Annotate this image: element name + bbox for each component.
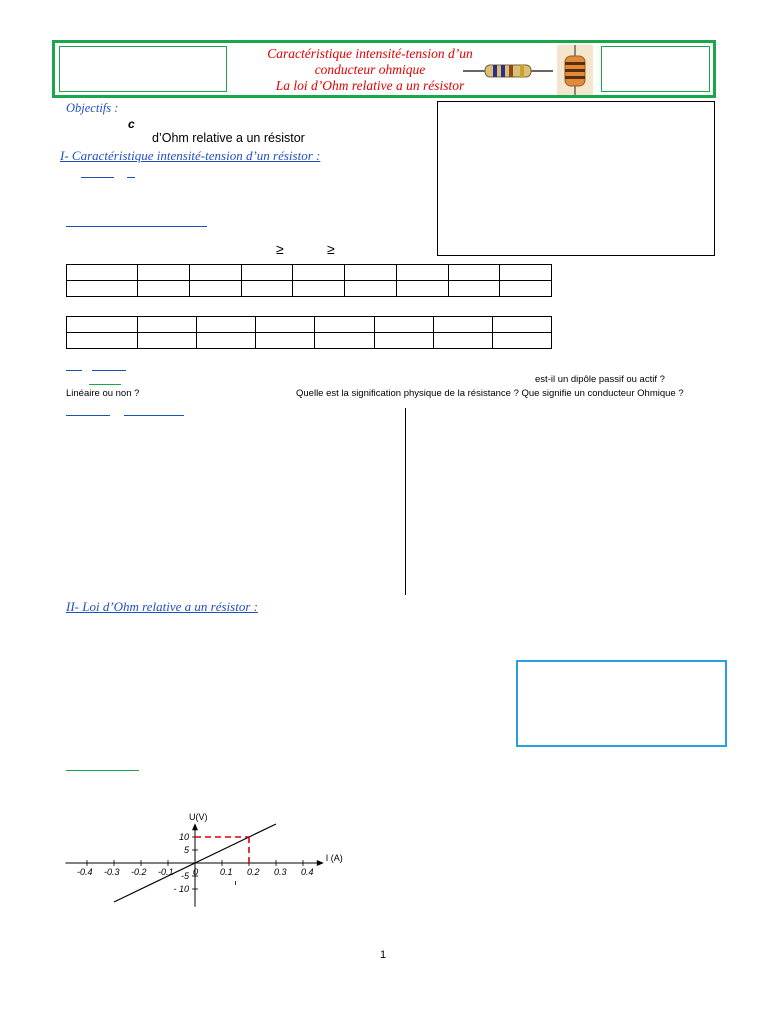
page-number: 1 xyxy=(380,949,387,961)
resistor-photo-icon xyxy=(557,45,593,95)
resistor-icon xyxy=(463,63,553,79)
table-cell xyxy=(345,265,397,281)
y-axis-arrow xyxy=(192,823,198,830)
x-tick-label: -0.4 xyxy=(77,867,93,877)
y-tick-label: - 10 xyxy=(173,884,189,894)
table-cell xyxy=(256,333,315,349)
x-axis-arrow xyxy=(317,860,324,866)
table-cell xyxy=(315,317,374,333)
table-cell xyxy=(197,317,256,333)
objectifs-line: d’Ohm relative a un résistor xyxy=(152,131,305,145)
table-row xyxy=(67,333,552,349)
ge-symbol: ≥ xyxy=(276,241,284,257)
y-tick-label: -5 xyxy=(180,871,189,881)
measurements-table-2 xyxy=(66,316,552,349)
table-cell xyxy=(138,281,190,297)
objectifs-letter: c xyxy=(128,117,135,131)
table-cell xyxy=(433,333,492,349)
measurements-table-1 xyxy=(66,264,552,297)
underline-mark xyxy=(127,177,135,178)
x-tick-label: 0 xyxy=(193,867,199,877)
table-cell xyxy=(500,281,552,297)
question-resistance: Quelle est la signification physique de la résistance ? Que signifie un conducteur Ohmique ? xyxy=(296,388,684,399)
header-right-cell xyxy=(601,46,710,92)
table-cell xyxy=(500,265,552,281)
header-banner xyxy=(52,40,716,98)
table-cell xyxy=(241,281,293,297)
ohm-law-chart xyxy=(60,776,350,936)
x-tick-label: 0.4 xyxy=(301,867,314,877)
question-lineaire: Linéaire ou non ? xyxy=(66,388,140,399)
table-row xyxy=(67,317,552,333)
ge-symbol: ≥ xyxy=(327,241,335,257)
vertical-divider xyxy=(405,408,406,595)
question-passif-actif: est-il un dipôle passif ou actif ? xyxy=(535,374,665,385)
table-cell xyxy=(448,281,500,297)
title-line-1: Caractéristique intensité-tension d’un xyxy=(267,46,473,61)
table-cell xyxy=(67,333,138,349)
table-cell xyxy=(492,333,551,349)
table-row xyxy=(67,281,552,297)
y-axis-label: U(V) xyxy=(189,812,208,823)
table-cell xyxy=(345,281,397,297)
table-cell xyxy=(67,281,138,297)
underline-mark xyxy=(81,177,114,178)
table-cell xyxy=(138,333,197,349)
x-tick-label: -0.2 xyxy=(131,867,147,877)
table-cell xyxy=(189,265,241,281)
y-tick-label: 10 xyxy=(178,832,189,842)
underline-mark xyxy=(66,370,82,371)
x-tick-label: 0.2 xyxy=(247,867,260,877)
section-1-title xyxy=(60,148,320,164)
table-cell xyxy=(67,265,138,281)
title-line-3: La loi d’Ohm relative a un résistor xyxy=(275,78,465,93)
page-title xyxy=(240,46,500,94)
table-cell xyxy=(396,281,448,297)
table-cell xyxy=(241,265,293,281)
objectifs-label: Objectifs : xyxy=(66,101,119,115)
table-cell xyxy=(138,317,197,333)
table-cell xyxy=(67,317,138,333)
formula-box xyxy=(516,660,727,747)
y-tick-label: 5 xyxy=(183,845,189,855)
section-1-title-text: I- Caractéristique intensité-tension d’un résistor : xyxy=(60,148,321,163)
section-2-title xyxy=(66,599,258,615)
table-cell xyxy=(293,281,345,297)
underline-mark xyxy=(92,370,126,371)
table-cell xyxy=(189,281,241,297)
circuit-figure-box xyxy=(437,101,715,256)
underline-mark-green xyxy=(66,770,139,771)
x-tick-label: 0.3 xyxy=(274,867,287,877)
table-cell xyxy=(374,333,433,349)
table-cell xyxy=(256,317,315,333)
underline-mark-green xyxy=(89,384,121,385)
x-tick-label: -0.1 xyxy=(158,867,174,877)
table-cell xyxy=(396,265,448,281)
table-cell xyxy=(492,317,551,333)
table-cell xyxy=(374,317,433,333)
underline-mark xyxy=(124,415,184,416)
table-cell xyxy=(433,317,492,333)
table-cell xyxy=(315,333,374,349)
header-left-cell xyxy=(59,46,227,92)
title-line-2: conducteur ohmique xyxy=(314,62,426,77)
x-tick-label: -0.3 xyxy=(104,867,120,877)
x-tick-label: 0.1 xyxy=(220,867,233,877)
table-cell xyxy=(448,265,500,281)
underline-mark xyxy=(66,226,207,227)
section-2-title-text: II- Loi d’Ohm relative a un résistor : xyxy=(66,599,258,614)
table-cell xyxy=(197,333,256,349)
table-row xyxy=(67,265,552,281)
table-cell xyxy=(138,265,190,281)
table-cell xyxy=(293,265,345,281)
underline-mark xyxy=(66,415,110,416)
x-axis-label: I (A) xyxy=(325,853,343,863)
